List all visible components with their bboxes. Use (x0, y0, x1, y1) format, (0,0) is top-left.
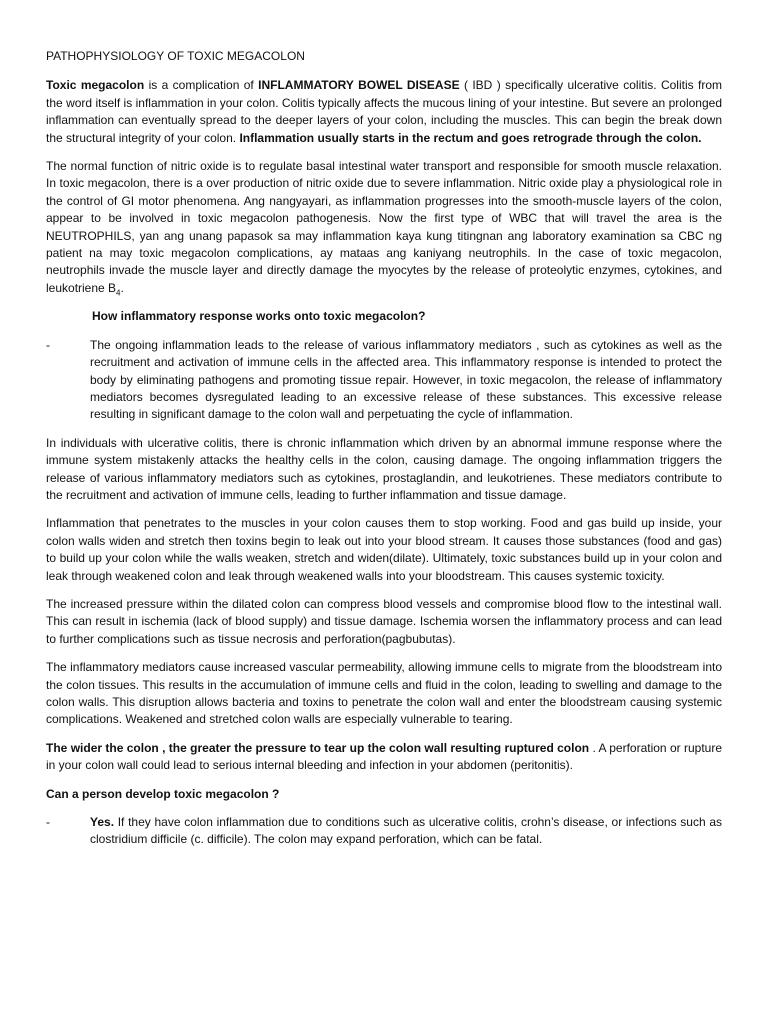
emphasis-wider-colon: The wider the colon , the greater the pressure to tear up the colon wall resulting ruptured colon (46, 740, 590, 755)
paragraph-ischemia: The increased pressure within the dilated colon can compress blood vessels and compromise blood flow to the intestinal wall. This can result in ischemia (lack of blood supply) and tissue damage. Ischemia worsen the inflammatory process and can lead to further complications such as tissue necrosis and perforation(pagbubutas). (46, 596, 722, 646)
text-run: The normal function of nitric oxide is to regulate basal intestinal water transport and responsible for smooth muscle relaxation. In toxic megacolon, there is a over production of nitric oxide due to severe inflammation. Nitric oxide play a physiological role in the control of GI motor phenomena. Ang nangyayari, as inflammation progresses into the smooth-muscle layers of the colon, appear to be involved in toxic megacolon pathogenesis. Now the first type of WBC that will travel the area is the NEUTROPHILS, yan ang unang papasok sa may inflammation kaya kung titingnan ang laboratory examination sa CBC ng patient na may toxic megacolon complications, ay mataas ang kaniyang neutrophils. In the case of toxic megacolon, neutrophils invade the muscle layer and directly damage the myocytes by the release of proteolytic enzymes, cytokines, and leukotriene B (46, 159, 722, 295)
answer-yes: Yes. (90, 815, 115, 830)
bullet-item (46, 814, 722, 849)
term-ibd: INFLAMMATORY BOWEL DISEASE (258, 78, 460, 93)
paragraph-nitric-oxide (46, 158, 722, 297)
term-toxic-megacolon: Toxic megacolon (46, 78, 145, 93)
bullet-item (46, 337, 722, 424)
document-title: PATHOPHYSIOLOGY OF TOXIC MEGACOLON (46, 49, 305, 63)
bullet-dash: - (46, 337, 50, 352)
paragraph-muscle-penetration: Inflammation that penetrates to the muscles in your colon causes them to stop working. Food and gas build up inside, your colon walls widen and stretch then toxins begin to leak out into your blood stream. It causes those substances (food and gas) to build up your colon while the walls weaken, stretch and widen(dilate). Ultimately, toxic substances build up in your colon and leak through weakened colon and leak through weakened walls into your bloodstream. This causes systemic toxicity. (46, 516, 722, 583)
text-run: ( IBD ) specifically ulcerative colitis. Colitis from the word itself is inflammation in your colon. Colitis typically affects the mucous lining of your intestine. But severe an prolonged inflammation can eventually spread to the deeper layers of your colon, including the muscles. This can begin the break down the structural integrity of your colon. (46, 78, 723, 145)
paragraph-ulcerative-colitis: In individuals with ulcerative colitis, there is chronic inflammation which driven by an abnormal immune response where the immune system mistakenly attacks the healthy cells in the colon, causing damage. The ongoing inflammation triggers the release of various inflammatory mediators such as cytokines, prostaglandin, and leukotrienes. These mediators contribute to the recruitment and activation of immune cells, leading to further inflammation and tissue damage. (46, 435, 722, 502)
text-run: If they have colon inflammation due to conditions such as ulcerative colitis, crohn’s disease, or infections such as clostridium difficile (c. difficile). The colon may expand perforation, which can be fatal. (90, 815, 722, 847)
paragraph-intro (46, 77, 722, 147)
paragraph-perforation (46, 740, 722, 775)
bullet-text (90, 814, 722, 849)
bullet-dash: - (46, 815, 50, 830)
question-inflammatory-response: How inflammatory response works onto toxic megacolon? (92, 309, 426, 324)
emphasis-rectum: Inflammation usually starts in the rectum and goes retrograde through the colon. (239, 130, 702, 145)
paragraph-vascular-permeability: The inflammatory mediators cause increased vascular permeability, allowing immune cells to migrate from the bloodstream into the colon tissues. This results in the accumulation of immune cells and fluid in the colon, leading to swelling and damage to the colon walls. This disruption allows bacteria and toxins to penetrate the colon wall and enter the bloodstream causing systemic complications. Weakened and stretched colon walls are especially vulnerable to tearing. (46, 660, 722, 727)
text-run: is a complication of (144, 78, 259, 93)
question-develop: Can a person develop toxic megacolon ? (46, 786, 280, 801)
bullet-text: The ongoing inflammation leads to the release of various inflammatory mediators , such as cytokines as well as the recruitment and activation of immune cells in the affected area. This inflammatory response is intended to protect the body by eliminating pathogens and promoting tissue repair. However, in toxic megacolon, the release of inflammatory mediators becomes dysregulated leading to an excessive release of these substances. This excessive release resulting in significant damage to the colon wall and perpetuating the cycle of inflammation. (90, 337, 722, 422)
text-run: . (120, 280, 124, 295)
text-run: . A perforation or rupture in your colon wall could lead to serious internal bleeding and infection in your abdomen (peritonitis). (46, 740, 722, 773)
subscript: 4 (116, 288, 121, 298)
